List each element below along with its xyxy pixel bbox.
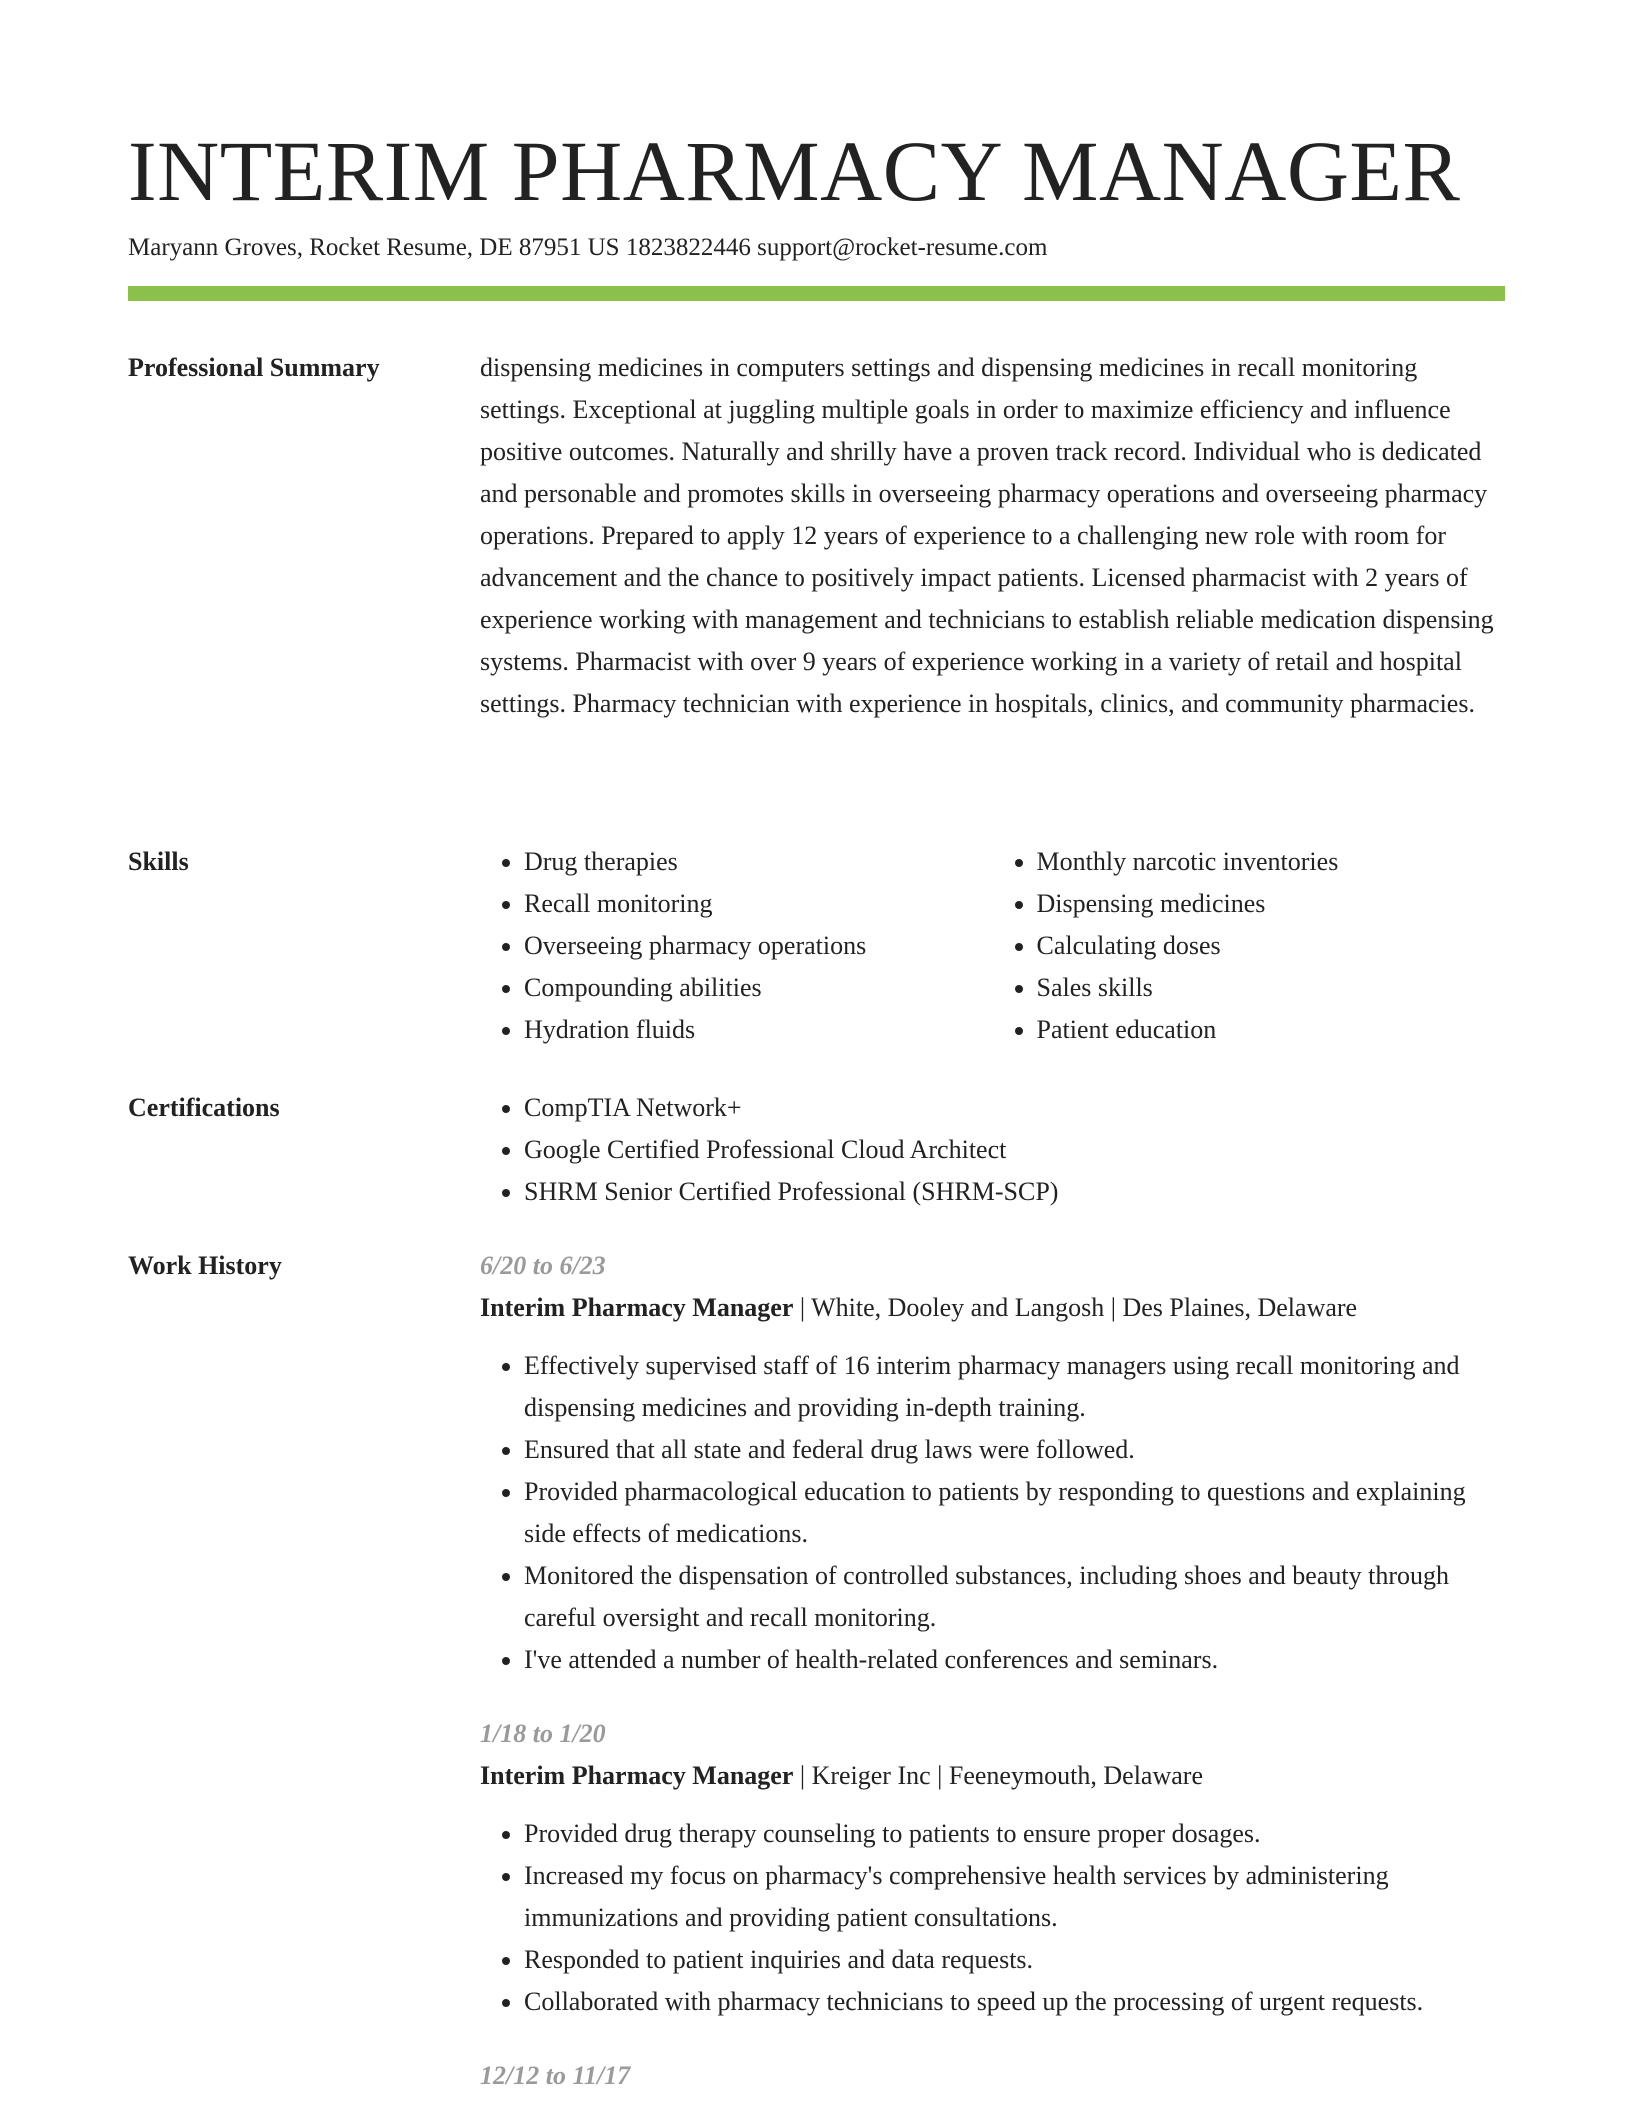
skill-item: • Monthly narcotic inventories (1037, 841, 1506, 883)
skill-item: • Recall monitoring (524, 883, 993, 925)
job-bullet: • Increased my focus on pharmacy's comprehensive health services by administering immunizations and providing patient consultations. (524, 1855, 1505, 1939)
section-label-certifications: Certifications (128, 1093, 280, 1122)
summary-body (480, 347, 1505, 725)
skills-columns (480, 841, 1505, 1051)
resume-title: INTERIM PHARMACY MANAGER (128, 123, 1461, 219)
job-bullet: • Collaborated with pharmacy technicians to speed up the processing of urgent requests. (524, 1981, 1505, 2023)
job-role-line (480, 1287, 1505, 1329)
work-history-body (480, 1245, 1505, 2112)
job-role-line (480, 1755, 1505, 1797)
certifications-list (480, 1087, 1505, 1213)
job-title: Interim Pharmacy Manager (480, 1761, 794, 1790)
job-bullet: • Ensured that all state and federal drug laws were followed. (524, 1429, 1505, 1471)
skill-item: • Sales skills (1037, 967, 1506, 1009)
job-dates: 12/12 to 11/17 (480, 2061, 631, 2090)
skill-item: • Drug therapies (524, 841, 993, 883)
job-bullet: • Monitored the dispensation of controlled substances, including shoes and beauty through careful oversight and recall monitoring. (524, 1555, 1505, 1639)
section-label-summary: Professional Summary (128, 353, 380, 382)
skill-item: • Hydration fluids (524, 1009, 993, 1051)
skill-item: • Dispensing medicines (1037, 883, 1506, 925)
job-bullet: • Responded to patient inquiries and data requests. (524, 1939, 1505, 1981)
contact-line: Maryann Groves, Rocket Resume, DE 87951 US 1823822446 support@rocket-resume.com (128, 234, 1048, 261)
skills-list-right (993, 841, 1506, 1051)
skill-item: • Calculating doses (1037, 925, 1506, 967)
header-divider (128, 286, 1505, 301)
section-label-skills: Skills (128, 847, 189, 876)
job-title: Interim Pharmacy Manager (480, 1293, 794, 1322)
section-label-work-history: Work History (128, 1251, 282, 1280)
job-employer-location: | Kreiger Inc | Feeneymouth, Delaware (793, 1761, 1203, 1790)
job-bullet: • Effectively supervised staff of 16 interim pharmacy managers using recall monitoring and dispensing medicines and providing in-depth training. (524, 1345, 1505, 1429)
job-employer-location: | White, Dooley and Langosh | Des Plaines, Delaware (793, 1293, 1358, 1322)
skill-item: • Patient education (1037, 1009, 1506, 1051)
summary-text: dispensing medicines in computers settings and dispensing medicines in recall monitoring settings. Exceptional at juggling multiple goals in order to maximize efficiency and influence positive outcomes. Naturally and shrilly have a proven track record. Individual who is dedicated and personable and promotes skills in overseeing pharmacy operations and overseeing pharmacy operations. Prepared to apply 12 years of experience to a challenging new role with room for advancement and the chance to positively impact patients. Licensed pharmacist with 2 years of experience working with management and technicians to establish reliable medication dispensing systems. Pharmacist with over 9 years of experience working in a variety of retail and hospital settings. Pharmacy technician with experience in hospitals, clinics, and community pharmacies. (480, 353, 1494, 718)
resume-header (128, 122, 1505, 264)
job-entry (480, 1713, 1505, 2023)
job-bullet: • Provided drug therapy counseling to patients to ensure proper dosages. (524, 1813, 1505, 1855)
certifications-body (480, 1087, 1505, 1213)
job-bullets (480, 1345, 1505, 1681)
job-dates: 1/18 to 1/20 (480, 1719, 606, 1748)
certification-item: • CompTIA Network+ (524, 1087, 1505, 1129)
job-dates: 6/20 to 6/23 (480, 1251, 606, 1280)
job-bullet: • I've attended a number of health-related conferences and seminars. (524, 1639, 1505, 1681)
certification-item: • SHRM Senior Certified Professional (SHRM-SCP) (524, 1171, 1505, 1213)
skill-item: • Overseeing pharmacy operations (524, 925, 993, 967)
job-bullet: • Provided pharmacological education to patients by responding to questions and explaining side effects of medications. (524, 1471, 1505, 1555)
job-entry (480, 2055, 1505, 2097)
job-entry (480, 1245, 1505, 1681)
certification-item: • Google Certified Professional Cloud Architect (524, 1129, 1505, 1171)
skills-list-left (480, 841, 993, 1051)
job-bullets (480, 1813, 1505, 2023)
skill-item: • Compounding abilities (524, 967, 993, 1009)
